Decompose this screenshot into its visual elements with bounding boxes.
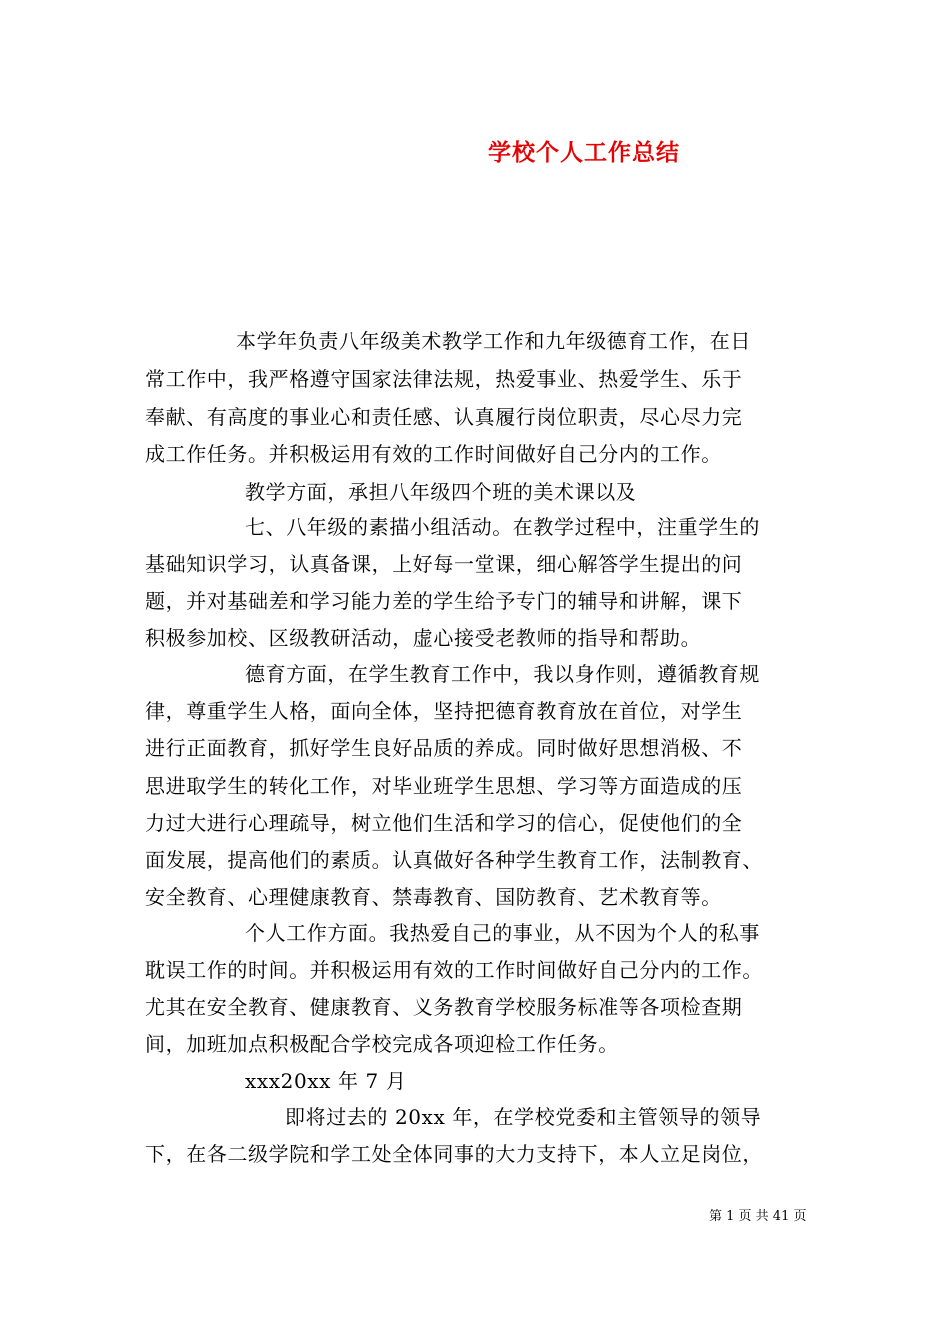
body-line: 个人工作方面。我热爱自己的事业，从不因为个人的私事 bbox=[245, 921, 760, 945]
body-line: 耽误工作的时间。并积极运用有效的工作时间做好自己分内的工作。 bbox=[145, 958, 763, 982]
signature-date: xxx20xx 年 7 月 bbox=[245, 1069, 407, 1093]
body-line: 下，在各二级学院和学工处全体同事的大力支持下，本人立足岗位， bbox=[145, 1142, 763, 1166]
body-line: 题，并对基础差和学习能力差的学生给予专门的辅导和讲解，课下 bbox=[145, 589, 743, 613]
body-line: 安全教育、心理健康教育、禁毒教育、国防教育、艺术教育等。 bbox=[145, 885, 722, 909]
body-line: 常工作中，我严格遵守国家法律法规，热爱事业、热爱学生、乐于 bbox=[145, 367, 743, 391]
page-number: 第 1 页 共 41 页 bbox=[709, 1209, 807, 1224]
body-line: 思进取学生的转化工作，对毕业班学生思想、学习等方面造成的压 bbox=[145, 774, 743, 798]
body-line: 教学方面，承担八年级四个班的美术课以及 bbox=[245, 480, 637, 504]
body-line: 积极参加校、区级教研活动，虚心接受老教师的指导和帮助。 bbox=[145, 626, 702, 650]
body-line: 尤其在安全教育、健康教育、义务教育学校服务标准等各项检查期 bbox=[145, 995, 743, 1019]
body-line: 成工作任务。并积极运用有效的工作时间做好自己分内的工作。 bbox=[145, 442, 722, 466]
body-line: 面发展，提高他们的素质。认真做好各种学生教育工作，法制教育、 bbox=[145, 848, 763, 872]
body-line: 七、八年级的素描小组活动。在教学过程中，注重学生的 bbox=[245, 515, 760, 539]
body-line: 本学年负责八年级美术教学工作和九年级德育工作，在日 bbox=[236, 329, 751, 353]
body-line: 力过大进行心理疏导，树立他们生活和学习的信心，促使他们的全 bbox=[145, 811, 743, 835]
body-line: 间，加班加点积极配合学校完成各项迎检工作任务。 bbox=[145, 1032, 619, 1056]
body-line: 基础知识学习，认真备课，上好每一堂课，细心解答学生提出的问 bbox=[145, 552, 743, 576]
body-line: 德育方面，在学生教育工作中，我以身作则，遵循教育规 bbox=[245, 662, 760, 686]
body-line: 进行正面教育，抓好学生良好品质的养成。同时做好思想消极、不 bbox=[145, 736, 743, 760]
page-title: 学校个人工作总结 bbox=[488, 139, 680, 166]
body-line: 律，尊重学生人格，面向全体，坚持把德育教育放在首位，对学生 bbox=[145, 699, 743, 723]
body-line: 奉献、有高度的事业心和责任感、认真履行岗位职责，尽心尽力完 bbox=[145, 405, 743, 429]
body-line: 即将过去的 20xx 年，在学校党委和主管领导的领导 bbox=[285, 1105, 762, 1129]
